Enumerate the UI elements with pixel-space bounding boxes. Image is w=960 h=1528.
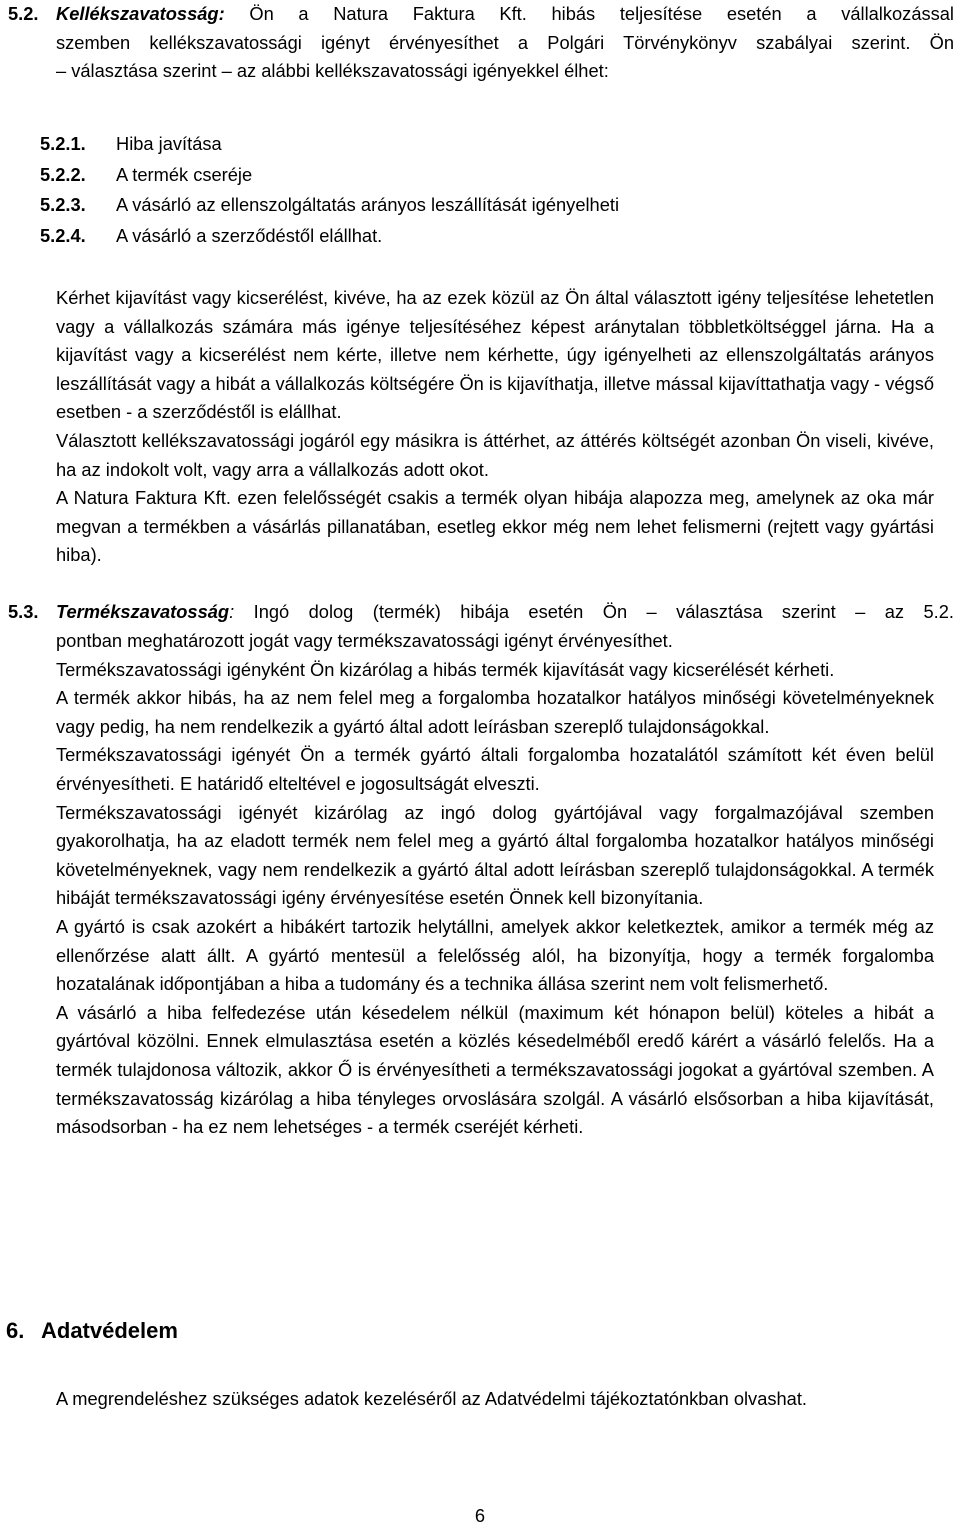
body-paragraph: Választott kellékszavatossági jogáról egy másikra is áttérhet, az áttérés költségét azonban Ön viseli, kivéve, ha az indokolt volt, vagy arra a vállalkozás adott okot. — [56, 429, 934, 480]
section-lead-line: Ingó dolog (termék) hibája esetén Ön – választása szerint – az 5.2. — [253, 601, 954, 622]
section-number: 5.3. — [8, 601, 39, 622]
list-item — [40, 160, 900, 191]
list-item — [40, 190, 900, 221]
section-5-2-body — [56, 284, 934, 570]
claims-list — [40, 129, 900, 251]
section-intro-line3: – választása szerint – az alábbi kellékszavatossági igényekkel élhet: — [56, 60, 609, 82]
list-item — [40, 129, 900, 160]
section-5-2-intro — [8, 0, 954, 86]
body-paragraph: Termékszavatossági igényként Ön kizárólag a hibás termék kijavítását vagy kicserélését kérheti. — [56, 658, 835, 680]
section-title: Kellékszavatosság: — [56, 3, 225, 24]
list-item-text: A termék cseréje — [116, 163, 253, 185]
body-paragraph: Termékszavatossági igényét Ön a termék gyártó általi forgalomba hozatalától számított két éven belül érvényesítheti. E határidő elteltével e jogosultságát elveszti. — [56, 744, 934, 794]
list-item-number: 5.2.3. — [40, 194, 86, 215]
body-paragraph: A gyártó is csak azokért a hibákért tartozik helytállni, amelyek akkor keletkeztek, amikor a termék még az ellenőrzése alatt állt. A gyártó mentesül a felelősség alól, ha bizonyítja, hogy a termék forgalomba hozatalának időpontjában a hiba a tudomány és a technika állása szerint nem volt felismerhető. — [56, 915, 934, 995]
list-item-text: A vásárló a szerződéstől elállhat. — [116, 224, 383, 246]
body-paragraph: Kérhet kijavítást vagy kicserélést, kivéve, ha az ezek közül az Ön által választott igény teljesítése lehetetlen vagy a vállalkozás számára más igénye teljesítéséhez képest aránytalan többletköltséggel járna. Ha a kijavítást vagy a kicserélést nem kérte, illetve nem kérhette, úgy igényelheti az ellenszolgáltatás arányos leszállítását vagy a hibát a vállalkozás költségére Ön is kijavíthatja, illetve mással kijavíttathatja vagy - végső esetben - a szerződéstől is elállhat. — [56, 287, 934, 423]
list-item-number: 5.2.2. — [40, 163, 86, 185]
list-item-text: Hiba javítása — [116, 133, 222, 154]
section-number: 6. — [6, 1318, 25, 1343]
privacy-paragraph: A megrendeléshez szükséges adatok kezeléséről az Adatvédelmi tájékoztatónkban olvashat. — [56, 1388, 808, 1409]
section-title: Adatvédelem — [41, 1318, 178, 1343]
body-paragraph: Termékszavatossági igényét kizárólag az ingó dolog gyártójával vagy forgalmazójával szemben gyakorolhatja, ha az eladott termék nem felel meg a gyártó által forgalomba hozatalkor hatályos minőségi követelményeknek, vagy nem rendelkezik a gyártó által adott leírásban szereplő tulajdonságokkal. A termék hibáját termékszavatossági igény érvényesítése esetén Önnek kell bizonyítania. — [56, 801, 934, 909]
list-item — [40, 221, 900, 252]
section-5-3-heading — [8, 598, 960, 627]
section-intro-line1: Ön a Natura Faktura Kft. hibás teljesítése esetén a vállalkozással — [224, 3, 954, 24]
body-paragraph: A vásárló a hiba felfedezése után késedelem nélkül (maximum két hónapon belül) köteles a hibát a gyártóval közölni. Ennek elmulasztása esetén a közlés késedelméből eredő kárért a vásárló felelős. Ha a termék tulajdonosa változik, akkor Ő is érvényesítheti a termékszavatossági jogokat a gyártóval szemben. A termékszavatosság kizárólag a hiba tényleges orvoslására szolgál. A vásárló elsősorban a hiba kijavítását, másodsorban - ha ez nem lehetséges - a termék cseréjét kérheti. — [56, 1001, 934, 1138]
section-title: Termékszavatosság — [56, 601, 230, 622]
list-item-number: 5.2.4. — [40, 224, 86, 246]
section-title-colon: : — [229, 601, 235, 622]
section-6-heading — [6, 1318, 178, 1344]
section-number: 5.2. — [8, 3, 39, 24]
list-item-text: A vásárló az ellenszolgáltatás arányos leszállítását igényelheti — [116, 194, 620, 215]
body-paragraph: A Natura Faktura Kft. ezen felelősségét csakis a termék olyan hibája alapozza meg, amelynek az oka már megvan a termékben a vásárlás pillanatában, esetleg ekkor még nem lehet felismerni (rejtett vagy gyártási hiba). — [56, 487, 934, 566]
body-paragraph: A termék akkor hibás, ha az nem felel meg a forgalomba hozatalkor hatályos minőségi követelményeknek vagy pedig, ha nem rendelkezik a gyártó által adott leírásban szereplő tulajdonságokkal. — [56, 687, 934, 737]
section-5-3-body — [56, 627, 934, 1142]
section-intro-line2: szemben kellékszavatossági igényt érvényesíthet a Polgári Törvénykönyv szabályai szerint. Ön — [56, 31, 954, 53]
body-paragraph: pontban meghatározott jogát vagy termékszavatossági igényt érvényesíthet. — [56, 630, 673, 651]
page-number: 6 — [474, 1505, 486, 1526]
list-item-number: 5.2.1. — [40, 133, 86, 154]
